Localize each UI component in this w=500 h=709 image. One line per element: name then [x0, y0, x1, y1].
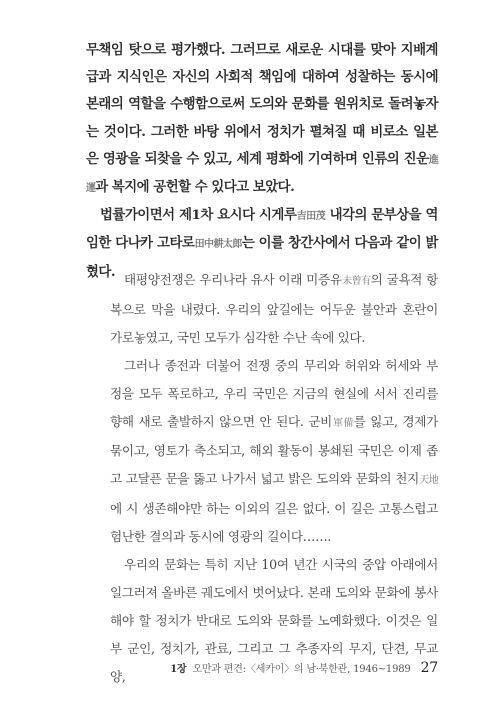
- text-run: 우리의 문화는 특히 지난 10여 년간 시국의 중압 아래에서 일그러져 올바른 궤도에서 벗어났다. 본래 도의와 문화에 봉사해야 할 정치가 반대로 도의와 문화를 노예화했다. 이것은 일부 군인, 정치가, 관료, 그리고 그 추종자의 무지, 단견, 무교양,: [110, 557, 438, 684]
- page-footer: [170, 660, 438, 676]
- text-run: 를 잃고, 경제가 묶이고, 영토가 축소되고, 해외 활동이 봉쇄된 국민은 이제 좁고 고달픈 문을 뚫고 나가서 넓고 밝은 도의와 문화의 천지: [110, 413, 438, 487]
- chapter-label: 1장: [170, 664, 187, 675]
- quote-paragraph: [110, 266, 438, 352]
- block-quote: [110, 266, 438, 691]
- quote-paragraph: [110, 352, 438, 551]
- main-body: [86, 37, 438, 286]
- hanja-gloss: 進運: [86, 154, 438, 195]
- text-run: 태평양전쟁은 우리나라 유사 이래 미증유: [124, 272, 342, 287]
- hanja-gloss: 吉田茂: [296, 211, 326, 223]
- text-run: 에 시 생존해야만 하는 이외의 길은 없다. 이 길은 고통스럽고 험난한 결의과 동시에 영광의 길이다…….: [110, 501, 438, 545]
- text-run: 과 복지에 공헌할 수 있다고 보았다.: [95, 179, 295, 196]
- text-run: 의 굴욕적 항복으로 막을 내렸다. 우리의 앞길에는 어두운 불안과 혼란이 가로놓였고, 국민 모두가 심각한 수난 속에 있다.: [110, 272, 438, 345]
- hanja-gloss: 天地: [418, 475, 438, 487]
- running-title: 오만과 편견:〈세카이〉의 남·북한관, 1946~1989: [192, 664, 411, 675]
- hanja-gloss: 未曾有: [341, 276, 371, 287]
- body-paragraph: [86, 37, 438, 202]
- hanja-gloss: 軍備: [332, 417, 354, 429]
- text-run: 법률가이면서 제1차 요시다 시게루: [100, 207, 297, 224]
- text-run: 내각의 문부상을 역임한 다나카 고타로: [86, 207, 438, 252]
- page-number: 27: [420, 660, 438, 676]
- text-run: 는 이를 창간사에서 다음과 같이 밝혔다.: [86, 235, 438, 280]
- hanja-gloss: 田中耕太郎: [194, 239, 242, 251]
- text-run: 무책임 탓으로 평가했다. 그러므로 새로운 시대를 맞아 지배계급과 지식인은 자신의 사회적 책임에 대하여 성찰하는 동시에 본래의 역할을 수행함으로써 도의와 문화를 원위치로 돌려놓자는 것이다. 그러한 바탕 위에서 정치가 펼쳐질 때 비로소 일본은 영광을 되찾을 수 있고, 세계 평화에 기여하며 인류의 진운: [86, 42, 438, 167]
- text-run: 그러나 종전과 더불어 전쟁 중의 무리와 허위와 허세와 부정을 모두 폭로하고, 우리 국민은 지금의 현실에 서서 진리를 향해 새로 출발하지 않으면 안 된다. 군비: [110, 357, 438, 429]
